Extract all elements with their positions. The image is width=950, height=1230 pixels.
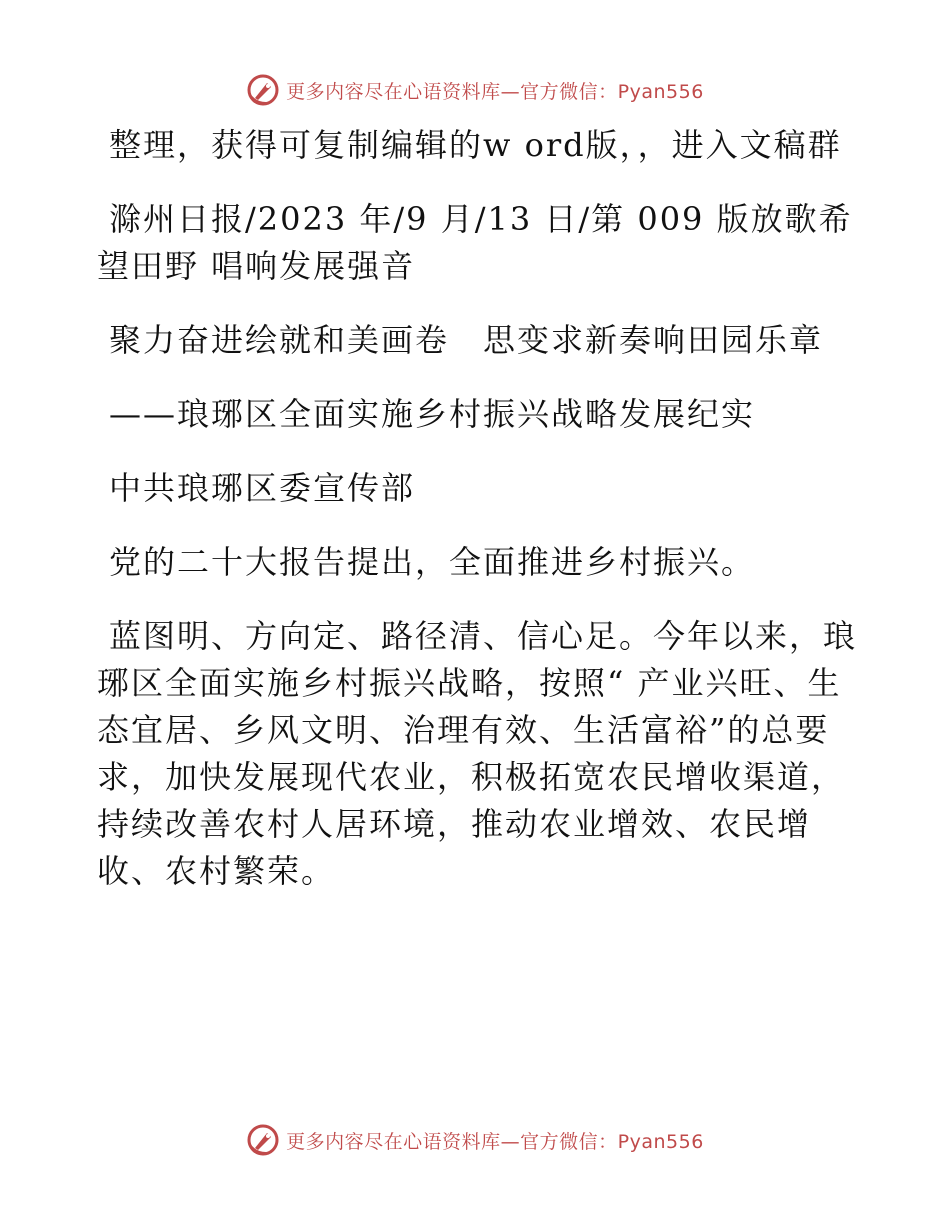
article-author: 中共琅琊区委宣传部 — [109, 469, 416, 507]
article-subtitle: 聚力奋进绘就和美画卷 思变求新奏响田园乐章 — [109, 321, 824, 359]
document-body — [97, 122, 857, 895]
header-watermark — [0, 70, 950, 110]
paragraph: 党的二十大报告提出，全面推进乡村振兴。 — [109, 543, 756, 581]
watermark-text: 更多内容尽在心语资料库—官方微信：Pyan556 — [286, 80, 704, 103]
paragraph: 滁州日报/2023 年/9 月/13 日/第 009 版放歌希望田野 唱响发展强音 — [97, 200, 853, 285]
paragraph: 蓝图明、方向定、路径清、信心足。今年以来，琅琊区全面实施乡村振兴战略，按照“ 产业兴旺、生态宜居、乡风文明、治理有效、生活富裕”的总要求，加快发展现代农业，积极拓宽农民增收渠道，持续改善农村人居环境，推动农业增效、农民增收、农村繁荣。 — [97, 617, 858, 890]
pen-nib-logo-icon — [246, 73, 280, 107]
article-title: ——琅琊区全面实施乡村振兴战略发展纪实 — [109, 395, 756, 433]
pen-nib-logo-icon — [246, 1123, 280, 1157]
paragraph: 整理，获得可复制编辑的w ord版，，进入文稿群 — [109, 126, 842, 164]
footer-watermark — [0, 1120, 950, 1160]
watermark-text: 更多内容尽在心语资料库—官方微信：Pyan556 — [286, 1130, 704, 1153]
